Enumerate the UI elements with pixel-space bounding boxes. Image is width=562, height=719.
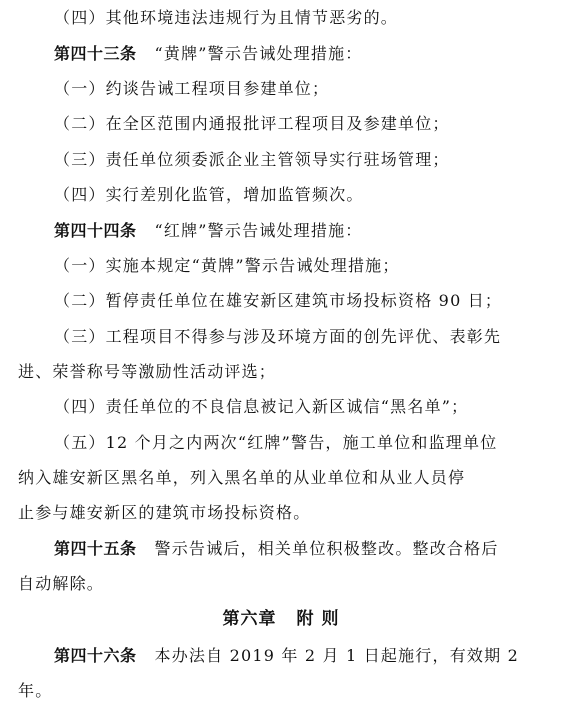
clause-continuation <box>0 680 562 702</box>
clause-item <box>0 184 562 206</box>
clause-item <box>0 290 562 312</box>
clause-text: （三）责任单位须委派企业主管领导实行驻场管理； <box>54 150 450 169</box>
clause-text: （四）其他环境违法违规行为且情节恶劣的。 <box>54 8 399 27</box>
clause-text: （四）责任单位的不良信息被记入新区诚信“黑名单”； <box>54 397 469 416</box>
article-number: 第四十四条 <box>54 221 137 240</box>
clause-continuation <box>0 467 562 489</box>
clause-text: （二）暂停责任单位在雄安新区建筑市场投标资格 90 日； <box>54 291 503 310</box>
clause-item <box>0 326 562 348</box>
article-43 <box>0 43 562 65</box>
clause-item <box>0 255 562 277</box>
clause-text: （五）12 个月之内两次“红牌”警告，施工单位和监理单位 <box>54 433 498 452</box>
chapter-title: 附 则 <box>296 609 340 629</box>
article-text: 警示告诫后，相关单位积极整改。整改合格后 <box>154 539 499 558</box>
clause-item <box>0 7 562 29</box>
clause-text: （一）实施本规定“黄牌”警示告诫处理措施； <box>54 256 400 275</box>
clause-item <box>0 149 562 171</box>
clause-item <box>0 113 562 135</box>
article-text: “黄牌”警示告诫处理措施： <box>154 44 363 63</box>
clause-continuation <box>0 502 562 524</box>
article-45 <box>0 538 562 560</box>
clause-item <box>0 78 562 100</box>
chapter-heading <box>0 608 562 630</box>
article-text: 本办法自 2019 年 2 月 1 日起施行，有效期 2 <box>154 646 519 665</box>
clause-text: （四）实行差别化监管，增加监管频次。 <box>54 185 364 204</box>
article-46 <box>0 645 562 667</box>
clause-text: 年。 <box>18 681 53 700</box>
article-number: 第四十三条 <box>54 44 137 63</box>
clause-text: （一）约谈告诫工程项目参建单位； <box>54 79 330 98</box>
clause-item <box>0 396 562 418</box>
article-number: 第四十六条 <box>54 646 137 665</box>
clause-text: （二）在全区范围内通报批评工程项目及参建单位； <box>54 114 450 133</box>
clause-continuation <box>0 361 562 383</box>
clause-item <box>0 432 562 454</box>
clause-text: 止参与雄安新区的建筑市场投标资格。 <box>18 503 311 522</box>
article-44 <box>0 220 562 242</box>
article-number: 第四十五条 <box>54 539 137 558</box>
clause-text: （三）工程项目不得参与涉及环境方面的创先评优、表彰先 <box>54 327 502 346</box>
article-text: “红牌”警示告诫处理措施： <box>154 221 363 240</box>
chapter-number: 第六章 <box>222 609 277 629</box>
clause-text: 纳入雄安新区黑名单，列入黑名单的从业单位和从业人员停 <box>18 468 466 487</box>
clause-text: 进、荣誉称号等激励性活动评选； <box>18 362 277 381</box>
clause-text: 自动解除。 <box>18 574 105 593</box>
clause-continuation <box>0 573 562 595</box>
